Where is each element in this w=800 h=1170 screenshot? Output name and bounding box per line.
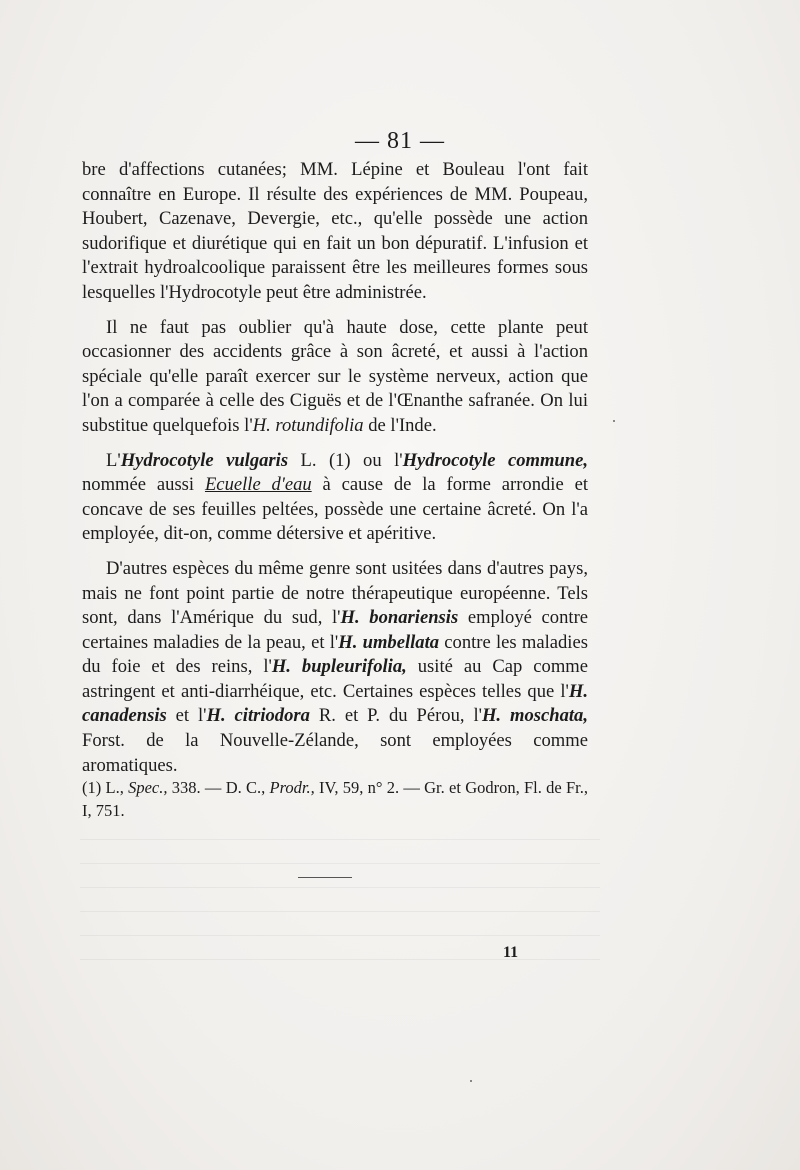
footnote-title: Prodr., bbox=[269, 778, 315, 797]
footer-rule bbox=[298, 877, 352, 878]
show-through-texture bbox=[80, 820, 600, 960]
text-fragment: Forst. de la Nouvelle-Zélande, sont employées comme aromatiques. bbox=[82, 730, 588, 776]
species-name: H. rotundifolia bbox=[252, 414, 364, 436]
species-name: H. bonariensis bbox=[340, 607, 459, 629]
footnote-text: (1) L., bbox=[82, 778, 129, 797]
text-fragment: à cause de la forme arrondie et concave de ses feuilles peltées, possède une certaine âcreté. On l'a employée, dit-on, comme détersive et apéritive. bbox=[82, 474, 589, 545]
signature-mark: 11 bbox=[503, 944, 519, 961]
species-name: Hydrocotyle commune, bbox=[402, 449, 589, 471]
body-text bbox=[82, 158, 588, 778]
text-fragment: R. et P. du Pérou, l' bbox=[309, 705, 482, 727]
text-fragment: L' bbox=[106, 449, 121, 471]
paragraph-4 bbox=[82, 557, 588, 778]
text-fragment: et l' bbox=[166, 705, 207, 727]
text-fragment: L. (1) ou l' bbox=[288, 449, 403, 471]
species-name: H. bupleurifolia, bbox=[271, 656, 407, 678]
paper-speck bbox=[470, 1080, 472, 1082]
paragraph-2-text: Il ne faut pas oublier qu'à haute dose, cette plante peut occasionner des accidents grâce à son âcreté, et aussi à l'action spéciale qu'elle paraît exercer sur le système nerveux, action que l'on a comparée à celle des Ciguës et de l'Œnanthe safranée. On lui substitue quelquefois l' bbox=[82, 316, 588, 436]
text-fragment: employé contre certaines maladies de la peau, et l' bbox=[82, 607, 589, 653]
species-name: H. citriodora bbox=[206, 705, 310, 727]
species-name: H. canadensis bbox=[82, 680, 588, 727]
text-fragment: contre les maladies du foie et des reins, l' bbox=[82, 631, 588, 678]
paragraph-2 bbox=[82, 316, 588, 439]
footnote bbox=[82, 776, 588, 822]
paper-speck bbox=[613, 420, 615, 422]
footnote-text: 338. — D. C., bbox=[167, 778, 270, 797]
species-name: H. umbellata bbox=[338, 631, 440, 653]
paragraph-3 bbox=[82, 449, 588, 547]
common-name: Ecuelle d'eau bbox=[204, 474, 312, 496]
footnote-text: IV, 59, n° 2. — Gr. et Godron, Fl. de Fr., I, 751. bbox=[82, 778, 589, 820]
text-fragment: nommée aussi bbox=[82, 474, 205, 496]
paragraph-2-end: de l'Inde. bbox=[363, 414, 437, 436]
footnote-title: Spec., bbox=[128, 778, 168, 797]
text-fragment: D'autres espèces du même genre sont usitées dans d'autres pays, mais ne font point partie de notre thérapeutique européenne. Tels sont, dans l'Amérique du sud, l' bbox=[82, 557, 588, 629]
paragraph-1-text: bre d'affections cutanées; MM. Lépine et Bouleau l'ont fait connaître en Europe. Il résulte des expériences de MM. Poupeau, Houbert, Cazenave, Devergie, etc., qu'elle possède une action sudorifique et diurétique qui en fait un bon dépuratif. L'infusion et l'extrait hydroalcoolique paraissent être les meilleures formes sous lesquelles l'Hydrocotyle peut être administrée. bbox=[82, 159, 588, 303]
species-name: H. moschata, bbox=[481, 705, 588, 727]
species-name: Hydrocotyle vulgaris bbox=[120, 449, 289, 471]
text-fragment: usité au Cap comme astringent et anti-diarrhéique, etc. Certaines espèces telles que l' bbox=[82, 656, 588, 702]
paragraph-1 bbox=[82, 158, 588, 306]
page-number: — 81 — bbox=[355, 128, 445, 154]
